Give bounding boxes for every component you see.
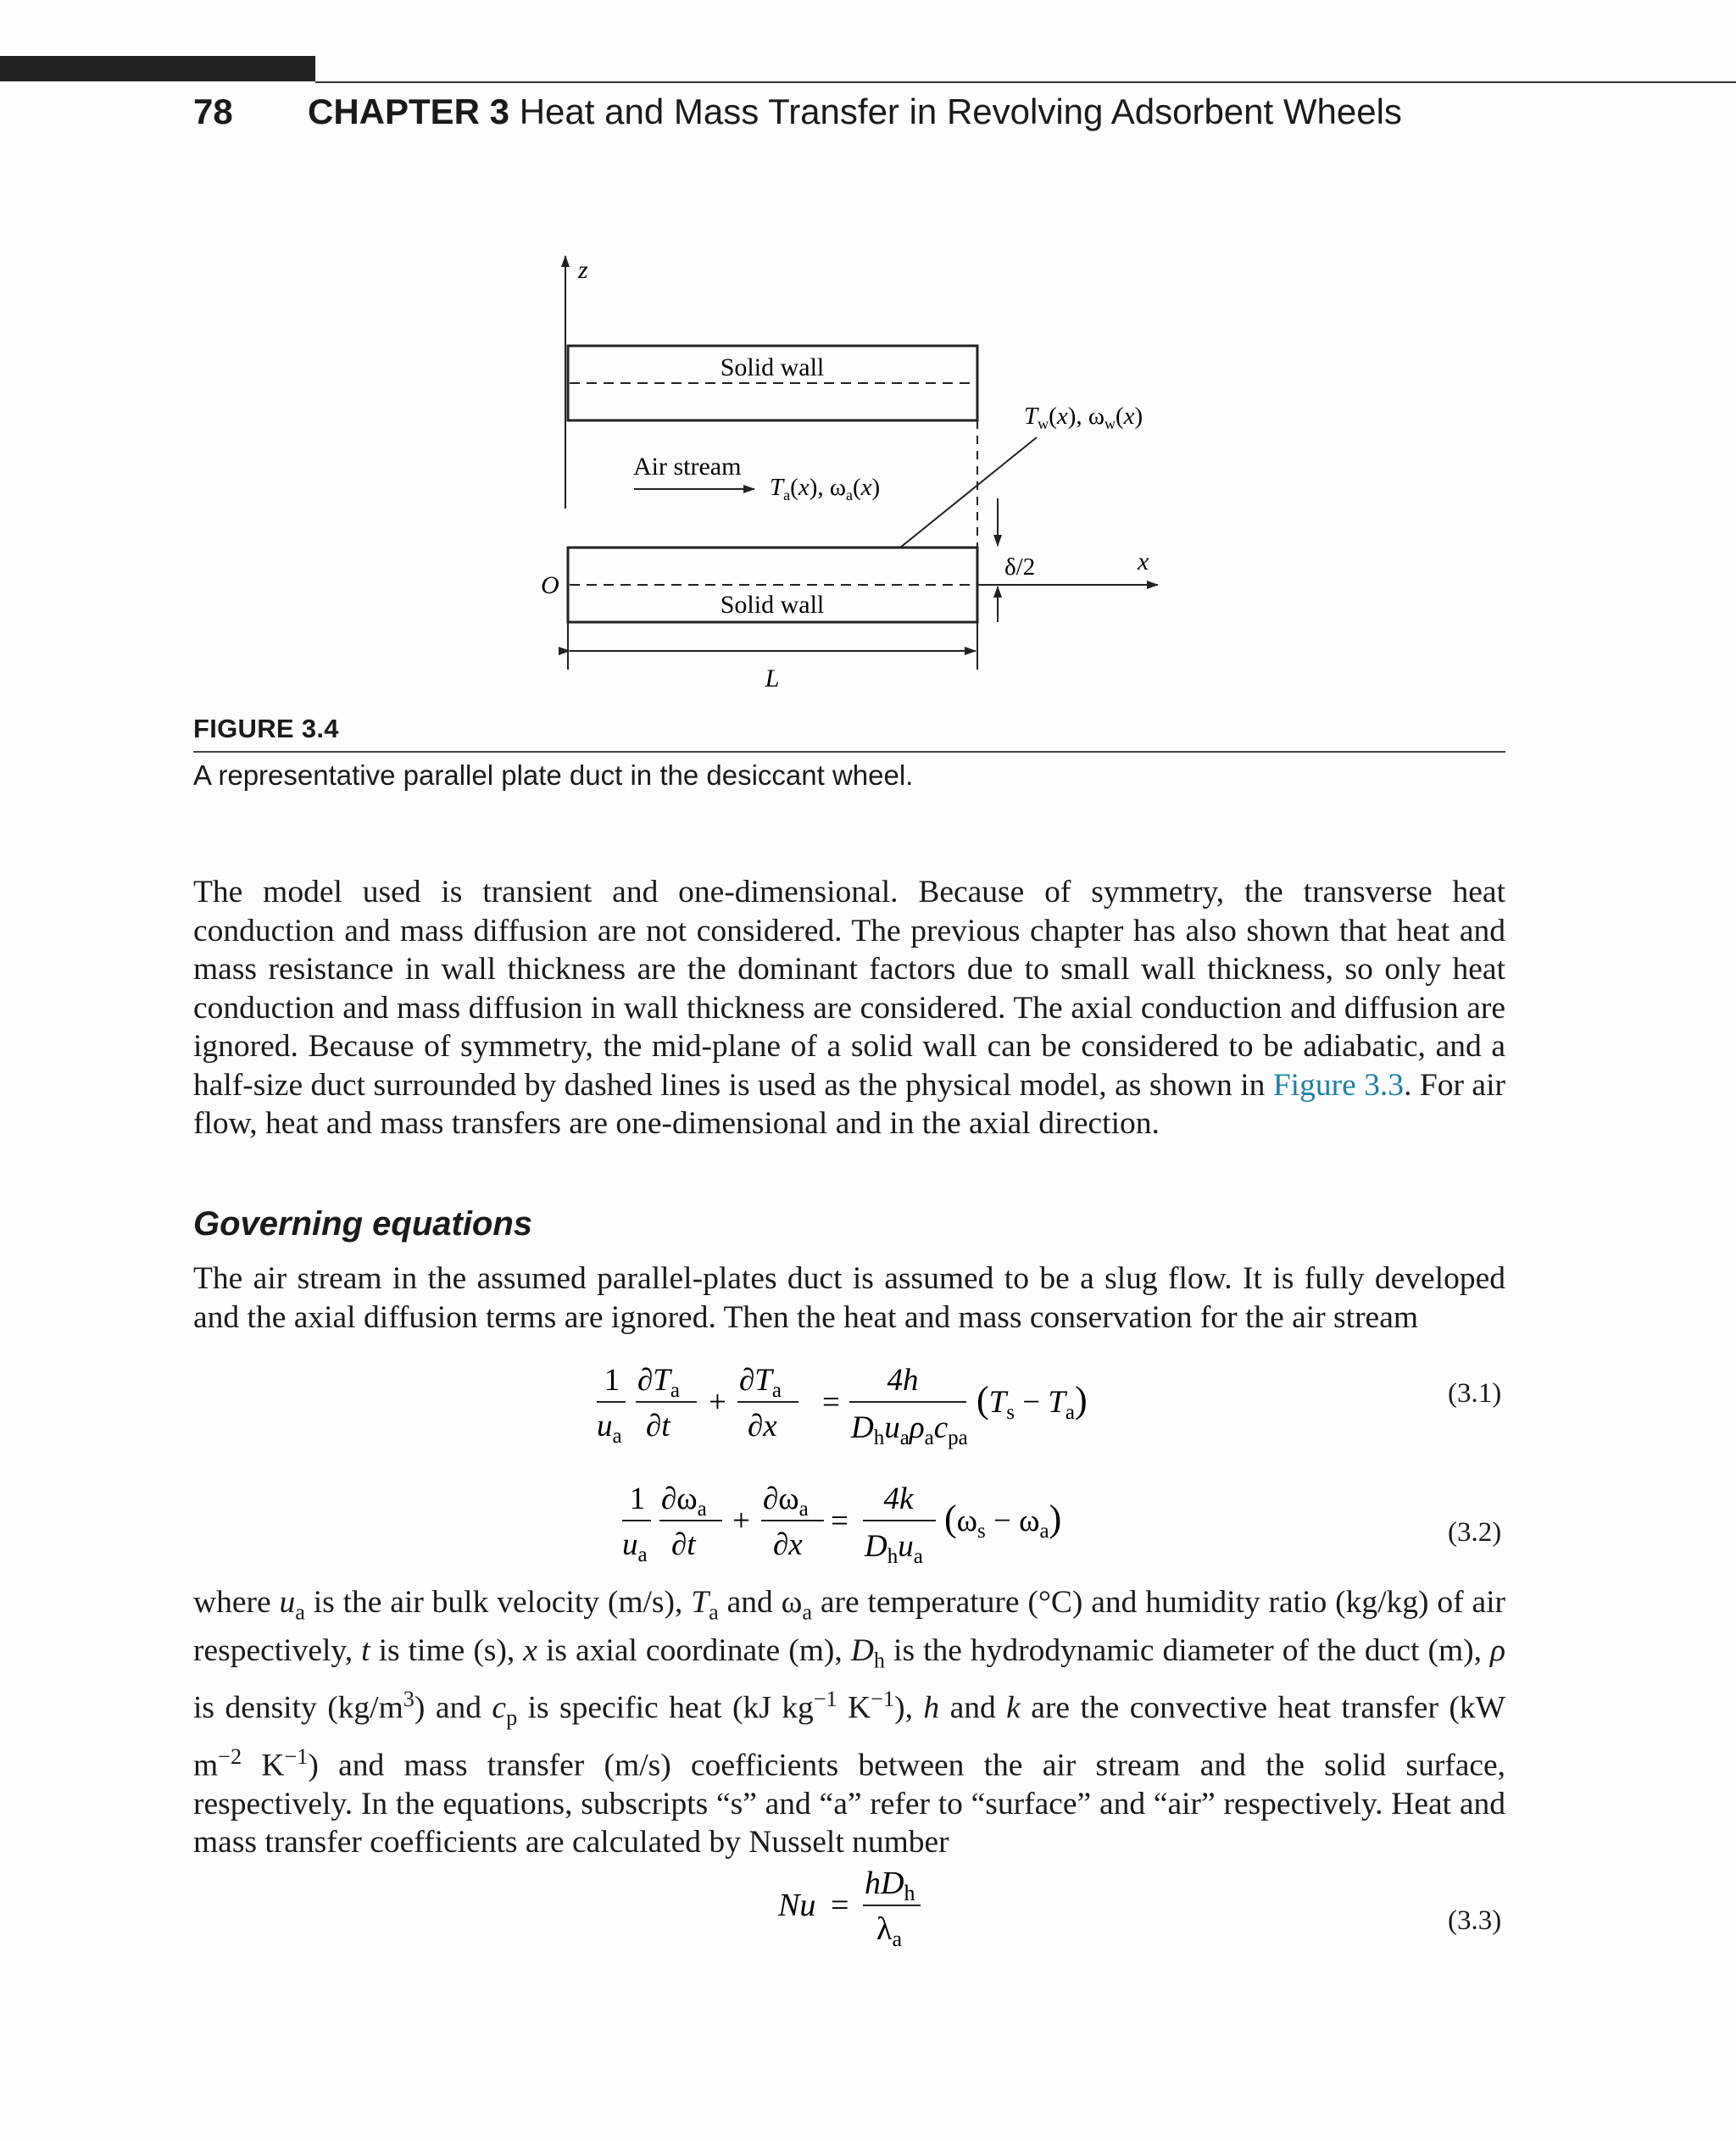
sup-neg2: −2	[218, 1743, 242, 1769]
eq2-equals: =	[831, 1504, 849, 1538]
sym-x: x	[523, 1633, 537, 1668]
eq2-dwa: $\partial\omega_a$	[661, 1482, 707, 1521]
eq1-one: 1	[604, 1363, 620, 1398]
para3-text: ),	[894, 1690, 924, 1726]
para3-text: and	[718, 1585, 782, 1620]
para3-text: and	[939, 1690, 1007, 1726]
para3-text: is specific heat (kJ kg	[517, 1690, 814, 1726]
eq2-dx: ∂x	[773, 1527, 803, 1562]
figure-3-3-link[interactable]: Figure 3.3	[1272, 1067, 1405, 1103]
origin-label: O	[541, 571, 559, 599]
sym-T: T	[691, 1585, 709, 1620]
para3-text: where	[193, 1585, 280, 1620]
sup-neg1: −1	[813, 1687, 837, 1711]
para3-text: is axial coordinate (m),	[537, 1633, 851, 1668]
sub-h: h	[873, 1648, 885, 1673]
para3-text: ) and mass transfer (m/s) coefficients between the air stream and the solid surface, respectively. In the equations, subscripts “s” and “a” refer to “surface” and “air” respectively. Heat and mass transfer coefficients are calculated by Nusselt number	[193, 1748, 1505, 1860]
page-number: 78	[193, 92, 233, 131]
para3-text: K	[242, 1748, 285, 1782]
sub-p: p	[506, 1705, 518, 1730]
sup-3: 3	[403, 1687, 415, 1711]
paragraph-nomenclature	[193, 1583, 1505, 1862]
figure-rule	[193, 751, 1505, 753]
eq3-nu: Nu	[778, 1888, 816, 1923]
sub-a: a	[802, 1599, 812, 1625]
paragraph-air-stream: The air stream in the assumed parallel-plates duct is assumed to be a slug flow. It is fully developed and the axial diffusion terms are ignored. Then the heat and mass conservation for the air stream	[193, 1261, 1505, 1335]
sub-a: a	[295, 1599, 305, 1625]
air-properties-label: $T_a(x)$, $\omega_a(x)$	[770, 474, 881, 503]
equation-number-3-1: (3.1)	[1448, 1378, 1502, 1409]
sym-h: h	[923, 1690, 940, 1726]
para3-text: are temperature (°C) and humidity ratio (kg/kg) of air respectively,	[193, 1585, 1505, 1668]
eq1-denominator: $D_hu_a\rho_ac_{pa}$	[851, 1410, 968, 1449]
para3-text: are the convective heat transfer (kW m	[193, 1690, 1505, 1782]
eq1-dt: ∂t	[646, 1409, 670, 1443]
eq3-denominator: $\lambda_a$	[876, 1911, 902, 1951]
equation-3-1	[585, 1356, 1127, 1454]
header-bar	[0, 56, 315, 81]
sym-omega: ω	[781, 1585, 803, 1620]
paragraph-text: The model used is transient and one-dimensional. Because of symmetry, the transverse heat conduction and mass diffusion are not considered. The previous chapter has also shown that heat and mass resistance in wall thickness are the dominant factors due to small wall thickness, so only heat conduction and mass diffusion in wall thickness are considered. The axial conduction and diffusion are ignored. Because of symmetry, the mid-plane of a solid wall can be considered to be adiabatic, and a half-size duct surrounded by dashed lines is used as the physical model, as shown in	[193, 875, 1505, 1103]
section-heading: Governing equations	[193, 1205, 533, 1243]
eq1-ua: $u_a$	[597, 1409, 622, 1448]
eq1-dta-dx: $\partial T_a$	[739, 1363, 782, 1402]
eq2-ua: $u_a$	[622, 1527, 648, 1566]
duct-diagram	[509, 246, 1187, 703]
para3-text: is time (s),	[370, 1633, 524, 1668]
z-axis-label: z	[578, 256, 588, 284]
chapter-label: CHAPTER 3	[308, 92, 510, 131]
eq3-numerator: $hD_h$	[865, 1866, 915, 1905]
figure-caption: A representative parallel plate duct in the desiccant wheel.	[193, 759, 914, 791]
running-head	[308, 92, 1402, 132]
equation-3-1-body	[585, 1356, 1127, 1449]
paragraph-model-description	[193, 873, 1505, 1143]
figure-label: FIGURE 3.4	[193, 714, 339, 743]
top-wall-label: Solid wall	[720, 353, 825, 381]
equation-number-3-2: (3.2)	[1448, 1517, 1502, 1548]
para3-text: is density (kg/m	[193, 1690, 403, 1726]
sup-neg1: −1	[871, 1687, 895, 1711]
eq2-dt: ∂t	[671, 1527, 696, 1562]
sym-t: t	[361, 1633, 370, 1668]
half-thickness-label: δ/2	[1004, 553, 1036, 581]
eq2-denominator: $D_hu_a$	[865, 1529, 923, 1568]
wall-properties-leader	[900, 437, 1037, 548]
header-rule	[315, 81, 1736, 83]
eq2-difference: $(\omega_s - \omega_a)$	[944, 1498, 1062, 1543]
para3-text: is the hydrodynamic diameter of the duct (m),	[885, 1633, 1491, 1668]
eq2-one: 1	[629, 1482, 646, 1516]
eq1-plus: +	[709, 1385, 726, 1420]
para3-text: K	[837, 1690, 871, 1726]
para3-text: is the air bulk velocity (m/s),	[304, 1585, 692, 1620]
eq1-difference: $(T_s - T_a)$	[976, 1379, 1088, 1424]
equation-3-3	[771, 1861, 975, 1967]
equation-3-2	[609, 1475, 1117, 1572]
eq1-equals: =	[822, 1385, 840, 1420]
eq1-dx: ∂x	[748, 1409, 777, 1443]
eq2-dwa-dx: $\partial\omega_a$	[763, 1482, 809, 1521]
sup-neg1: −1	[284, 1743, 309, 1769]
equation-3-2-body	[609, 1475, 1117, 1568]
sub-a: a	[709, 1599, 719, 1625]
eq2-numerator: 4k	[883, 1482, 914, 1516]
eq2-plus: +	[732, 1504, 750, 1538]
wall-properties-label: $T_w(x)$, $\omega_w(x)$	[1024, 403, 1143, 432]
chapter-title: Heat and Mass Transfer in Revolving Adsorbent Wheels	[519, 92, 1402, 131]
air-stream-label: Air stream	[633, 453, 742, 481]
eq1-numerator: 4h	[887, 1363, 919, 1398]
bottom-wall-label: Solid wall	[720, 591, 825, 619]
sym-u: u	[279, 1585, 296, 1620]
sym-c: c	[492, 1690, 507, 1726]
para3-text: ) and	[414, 1690, 492, 1726]
eq3-equals: =	[831, 1888, 849, 1923]
x-axis-label: x	[1138, 548, 1149, 576]
figure-3-4	[509, 246, 1187, 703]
equation-3-3-body	[771, 1861, 975, 1963]
length-label: L	[765, 665, 780, 692]
paragraph-text: . For air flow, heat and mass transfers are one-dimensional and in the axial direction.	[193, 1067, 1505, 1141]
sym-D: D	[850, 1633, 874, 1668]
sym-rho: ρ	[1490, 1633, 1506, 1668]
eq1-dta: $\partial T_a$	[637, 1363, 680, 1402]
sym-k: k	[1006, 1690, 1021, 1726]
equation-number-3-3: (3.3)	[1448, 1905, 1502, 1936]
